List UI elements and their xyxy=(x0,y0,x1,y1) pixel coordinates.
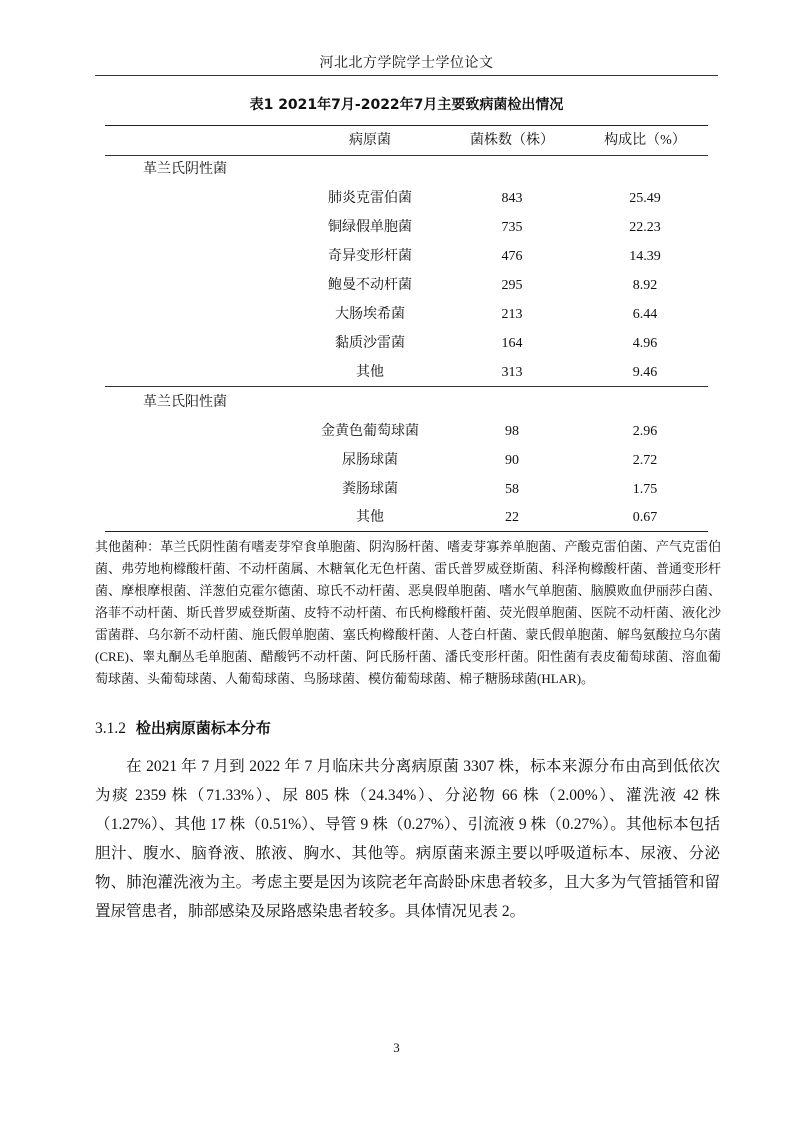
table-row xyxy=(105,276,708,296)
table-caption: 表1 2021年7月-2022年7月主要致病菌检出情况 xyxy=(249,97,564,113)
table-note: 其他菌种：革兰氏阴性菌有嗜麦芽窄食单胞菌、阴沟肠杆菌、嗜麦芽寡养单胞菌、产酸克雷伯菌、产气克雷伯菌、弗劳地枸橼酸杆菌、不动杆菌属、木糖氧化无色杆菌、雷氏普罗威登斯菌、科泽枸橼酸杆菌、普通变形杆菌、摩根摩根菌、洋葱伯克霍尔德菌、琼氏不动杆菌、恶臭假单胞菌、嗜水气单胞菌、脑膜败血伊丽莎白菌、洛菲不动杆菌、斯氏普罗威登斯菌、皮特不动杆菌、布氏枸橼酸杆菌、荧光假单胞菌、医院不动杆菌、液化沙雷菌群、乌尔新不动杆菌、施氏假单胞菌、塞氏枸橼酸杆菌、人苍白杆菌、蒙氏假单胞菌、解鸟氨酸拉乌尔菌(CRE)、睾丸酮丛毛单胞菌、醋酸钙不动杆菌、阿氏肠杆菌、潘氏变形杆菌。阳性菌有表皮葡萄球菌、溶血葡萄球菌、头葡萄球菌、人葡萄球菌、鸟肠球菌、模仿葡萄球菌、棉子糖肠球菌(HLAR)。 xyxy=(95,539,721,686)
pathogen-cell: 大肠埃希菌 xyxy=(335,307,405,322)
pathogen-cell: 肺炎克雷伯菌 xyxy=(328,191,412,206)
table-row xyxy=(105,451,708,471)
count-cell: 313 xyxy=(501,365,523,380)
table-row xyxy=(105,363,708,383)
ratio-cell: 9.46 xyxy=(632,365,658,380)
table-row xyxy=(105,508,708,528)
page-number: 3 xyxy=(393,1040,400,1055)
count-cell: 22 xyxy=(505,510,519,525)
group-label-row xyxy=(105,160,708,180)
ratio-cell: 0.67 xyxy=(632,510,658,525)
table-row xyxy=(105,480,708,500)
table-header-rule xyxy=(105,155,708,156)
section-number: 3.1.2 xyxy=(95,720,126,737)
ratio-cell: 2.96 xyxy=(632,424,658,439)
header-rule xyxy=(95,75,718,76)
table-bottom-rule xyxy=(105,531,708,532)
group-label-row xyxy=(105,393,708,413)
group-label: 革兰氏阴性菌 xyxy=(143,162,227,177)
ratio-cell: 8.92 xyxy=(632,278,658,293)
table-row xyxy=(105,189,708,209)
count-cell: 843 xyxy=(501,191,523,206)
count-cell: 58 xyxy=(505,482,519,497)
page-header: 河北北方学院学士学位论文 xyxy=(319,56,494,71)
column-header-pathogen: 病原菌 xyxy=(349,133,391,148)
section-title: 检出病原菌标本分布 xyxy=(135,719,271,737)
pathogen-cell: 粪肠球菌 xyxy=(342,482,398,497)
table-row xyxy=(105,218,708,238)
pathogen-cell: 其他 xyxy=(356,365,384,380)
table-header-row xyxy=(105,131,708,151)
table-row xyxy=(105,247,708,267)
section-heading xyxy=(95,717,718,738)
pathogen-cell: 奇异变形杆菌 xyxy=(328,249,412,264)
ratio-cell: 6.44 xyxy=(632,307,658,322)
ratio-cell: 4.96 xyxy=(632,336,658,351)
table-row xyxy=(105,334,708,354)
pathogen-cell: 其他 xyxy=(356,510,384,525)
count-cell: 90 xyxy=(505,453,519,468)
ratio-cell: 25.49 xyxy=(629,191,661,206)
table-row xyxy=(105,422,708,442)
pathogen-cell: 尿肠球菌 xyxy=(342,453,398,468)
count-cell: 295 xyxy=(501,278,523,293)
ratio-cell: 14.39 xyxy=(629,249,661,264)
pathogen-cell: 铜绿假单胞菌 xyxy=(328,220,412,235)
body-paragraph: 在 2021 年 7 月到 2022 年 7 月临床共分离病原菌 3307 株，标本来源分布由高到低依次为痰 2359 株（71.33%）、尿 805 株（24.34%）、分泌物 66 株（2.00%）、灌洗液 42 株（1.27%）、其他 17 株（0.51%）、导管 9 株（0.27%）、引流液 9 株（0.27%）。其他标本包括胆汁、腹水、脑脊液、脓液、胸水、其他等。病原菌来源主要以呼吸道标本、尿液、分泌物、肺泡灌洗液为主。考虑主要是因为该院老年高龄卧床患者较多，且大多为气管插管和留置尿管患者，肺部感染及尿路感染患者较多。具体情况见表 2。 xyxy=(95,758,720,920)
count-cell: 213 xyxy=(501,307,523,322)
count-cell: 98 xyxy=(505,424,519,439)
count-cell: 476 xyxy=(501,249,523,264)
count-cell: 164 xyxy=(501,336,523,351)
table-top-rule xyxy=(105,125,708,126)
count-cell: 735 xyxy=(501,220,523,235)
ratio-cell: 22.23 xyxy=(629,220,661,235)
pathogen-cell: 金黄色葡萄球菌 xyxy=(321,424,419,439)
table-row xyxy=(105,305,708,325)
pathogen-cell: 鲍曼不动杆菌 xyxy=(328,278,412,293)
column-header-ratio: 构成比（%） xyxy=(604,133,686,148)
column-header-count: 菌株数（株） xyxy=(470,133,554,148)
pathogen-cell: 黏质沙雷菌 xyxy=(335,336,405,351)
ratio-cell: 1.75 xyxy=(632,482,658,497)
group-divider-rule xyxy=(105,386,708,387)
group-label: 革兰氏阳性菌 xyxy=(143,395,227,410)
ratio-cell: 2.72 xyxy=(632,453,658,468)
